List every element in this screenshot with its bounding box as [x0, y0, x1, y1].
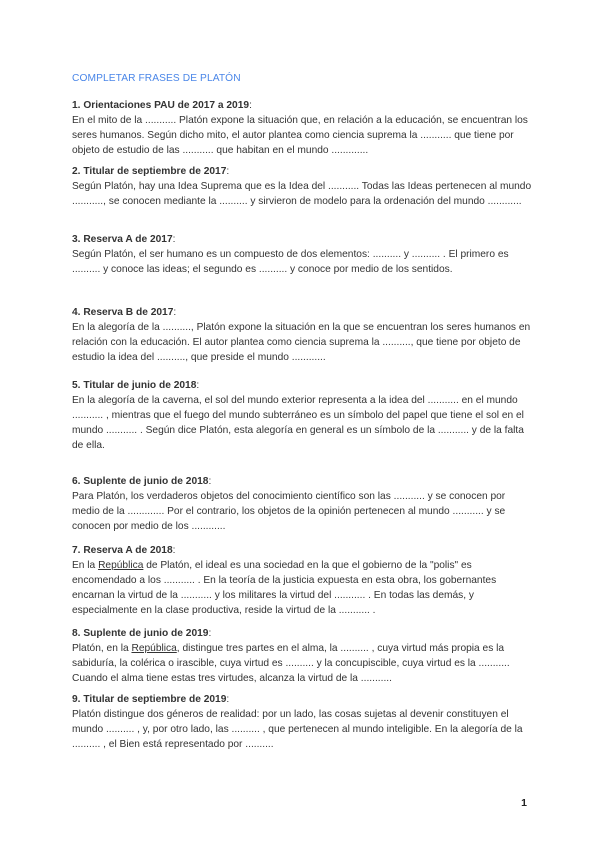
heading-colon: :: [249, 100, 252, 111]
question-heading: 3. Reserva A de 2017: [72, 234, 173, 245]
question-body: En el mito de la ........... Platón expone la situación que, en relación a la educación, se encuentran los seres humanos. Según dicho mito, el autor plantea como ciencia suprema la ........... que tiene por objeto de estudio de las ........... que habitan en el mundo .............: [72, 115, 528, 156]
question-body: En la alegoría de la .........., Platón expone la situación en la que se encuentran los seres humanos en relación con la educación. El autor plantea como ciencia suprema la .........., que tiene por objeto de estudio la idea del .........., que preside el mundo ............: [72, 322, 531, 363]
question-heading: 1. Orientaciones PAU de 2017 a 2019: [72, 100, 250, 111]
question-body: Según Platón, el ser humano es un compuesto de dos elementos: .......... y .......... . El primero es .......... y conoce las ideas; el segundo es .......... y conoce por medio de los sentidos.: [72, 249, 509, 275]
heading-colon: :: [173, 307, 177, 318]
question-heading: 2. Titular de septiembre de 2017: [72, 166, 227, 177]
heading-colon: :: [226, 694, 230, 705]
question-body: En la República de Platón, el ideal es una sociedad en la que el gobierno de la "polis" es encomendado a los ........... . En la teoría de la justicia expuesta en esta obra, los gobernantes encarnan la virtud de la ........... y los militares la virtud del ........... . En todas las demás, y especialmente en la clase productiva, reside la virtud de la ........... .: [72, 560, 497, 616]
heading-colon: :: [208, 476, 212, 487]
question-2: [72, 164, 532, 209]
underlined-title: República: [98, 560, 144, 571]
question-body: Platón, en la República, distingue tres partes en el alma, la .......... , cuya virtud más propia es la sabiduría, la colérica o irascible, cuya virtud es .......... y la concupiscible, cuya virtud es la ........... Cuando el alma tiene estas tres virtudes, alcanza la virtud de la ...........: [72, 643, 510, 684]
question-body: Según Platón, hay una Idea Suprema que es la Idea del ........... Todas las Ideas pertenecen al mundo ..........., se conocen mediante la .......... y sirvieron de modelo para la ordenación del mundo ............: [72, 181, 532, 207]
question-1: [72, 98, 532, 158]
question-4: [72, 305, 532, 365]
heading-colon: :: [208, 628, 212, 639]
question-9: [72, 692, 532, 752]
question-8: [72, 626, 532, 686]
heading-colon: :: [226, 166, 230, 177]
question-heading: 6. Suplente de junio de 2018: [72, 476, 209, 487]
question-heading: 7. Reserva A de 2018: [72, 545, 173, 556]
question-body: Platón distingue dos géneros de realidad: por un lado, las cosas sujetas al devenir constituyen el mundo .......... , y, por otro lado, las .......... , que pertenecen al mundo inteligible. En la alegoría de la .......... , el Bien está representado por ..........: [72, 709, 523, 750]
question-body: Para Platón, los verdaderos objetos del conocimiento científico son las ........... y se conocen por medio de la ............. Por el contrario, los objetos de la opinión pertenecen al mundo ........... y se conocen por medio de los ............: [72, 491, 506, 532]
question-3: [72, 232, 532, 277]
question-body: En la alegoría de la caverna, el sol del mundo exterior representa a la idea del ........... en el mundo ........... , mientras que el fuego del mundo subterráneo es un símbolo del papel que tiene el sol en el mundo ........... . Según dice Platón, esta alegoría en general es un símbolo de la ........... y de la falta de ella.: [72, 395, 524, 451]
heading-colon: :: [172, 545, 176, 556]
underlined-title: República: [131, 643, 177, 654]
question-6: [72, 474, 532, 534]
heading-colon: :: [196, 380, 200, 391]
question-heading: 5. Titular de junio de 2018: [72, 380, 197, 391]
document-title: COMPLETAR FRASES DE PLATÓN: [72, 73, 241, 84]
question-7: [72, 543, 532, 618]
heading-colon: :: [172, 234, 176, 245]
page-number: 1: [521, 797, 527, 809]
question-heading: 9. Titular de septiembre de 2019: [72, 694, 227, 705]
question-heading: 8. Suplente de junio de 2019: [72, 628, 209, 639]
question-5: [72, 378, 532, 453]
question-heading: 4. Reserva B de 2017: [72, 307, 174, 318]
